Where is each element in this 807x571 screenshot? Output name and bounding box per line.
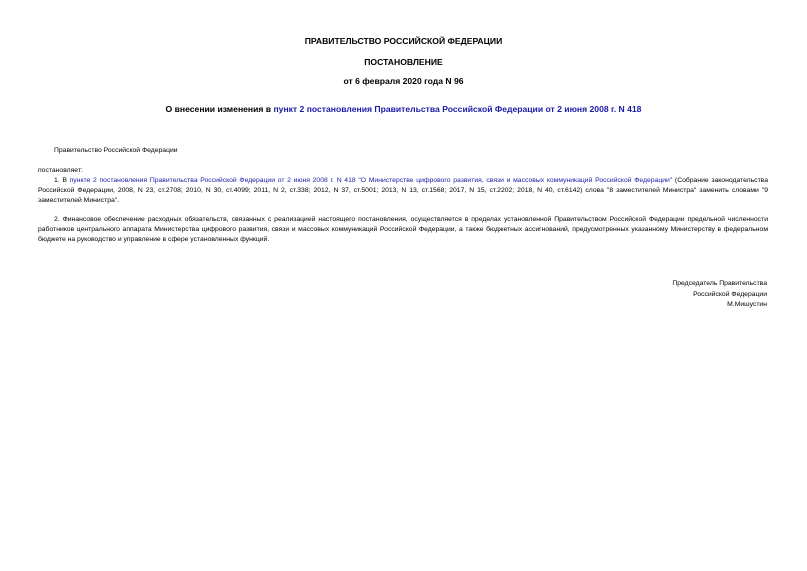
signature-name: М.Мишустин [727,301,767,308]
title-prefix: О внесении изменения в [165,104,274,114]
date-number-line: от 6 февраля 2020 года N 96 [343,76,464,86]
document-type-heading: ПОСТАНОВЛЕНИЕ [364,57,443,67]
paragraph-1 [38,176,768,207]
government-heading: ПРАВИТЕЛЬСТВО РОССИЙСКОЙ ФЕДЕРАЦИИ [304,36,503,46]
paragraph-1-rest: (Собрание законодательства Российской Федерации, 2008, N 23, ст.2708; 2010, N 30, ст.4099; 2011, N 2, ст.338; 2012, N 37, ст.5001; 2013, N 13, ст.1568; 2017, N 15, ст.2202; 2018, N 40, ст.6142) слова "8 заместителей Министра" заменить словами "9 заместителей Министра". [38,177,768,205]
paragraph-1-prefix: 1. В [54,177,70,184]
title-reference-link[interactable]: пункт 2 постановления Правительства Российской Федерации от 2 июня 2008 г. N 418 [273,104,642,114]
paragraph-2-text: 2. Финансовое обеспечение расходных обязательств, связанных с реализацией настоящего постановления, осуществляется в пределах установленной Правительством Российской Федерации предельной численности работников центрального аппарата Министерства цифрового развития, связи и массовых коммуникаций Российской Федерации, а также бюджетных ассигнований, предусмотренных указанному Министерству в федеральном бюджете на руководство и управление в сфере установленных функций. [38,216,768,244]
preamble-decree: постановляет: [38,167,83,174]
signature-position: Председатель Правительства [672,280,767,287]
paragraph-1-reference-link[interactable]: пункте 2 постановления Правительства Российской Федерации от 2 июня 2008 г. N 418 "О Министерстве цифрового развития, связи и массовых коммуникаций Российской Федерации" [69,177,673,184]
signature-organization: Российской Федерации [693,290,767,298]
preamble-government: Правительство Российской Федерации [54,147,178,154]
document-title [0,104,807,115]
paragraph-2 [38,215,768,246]
